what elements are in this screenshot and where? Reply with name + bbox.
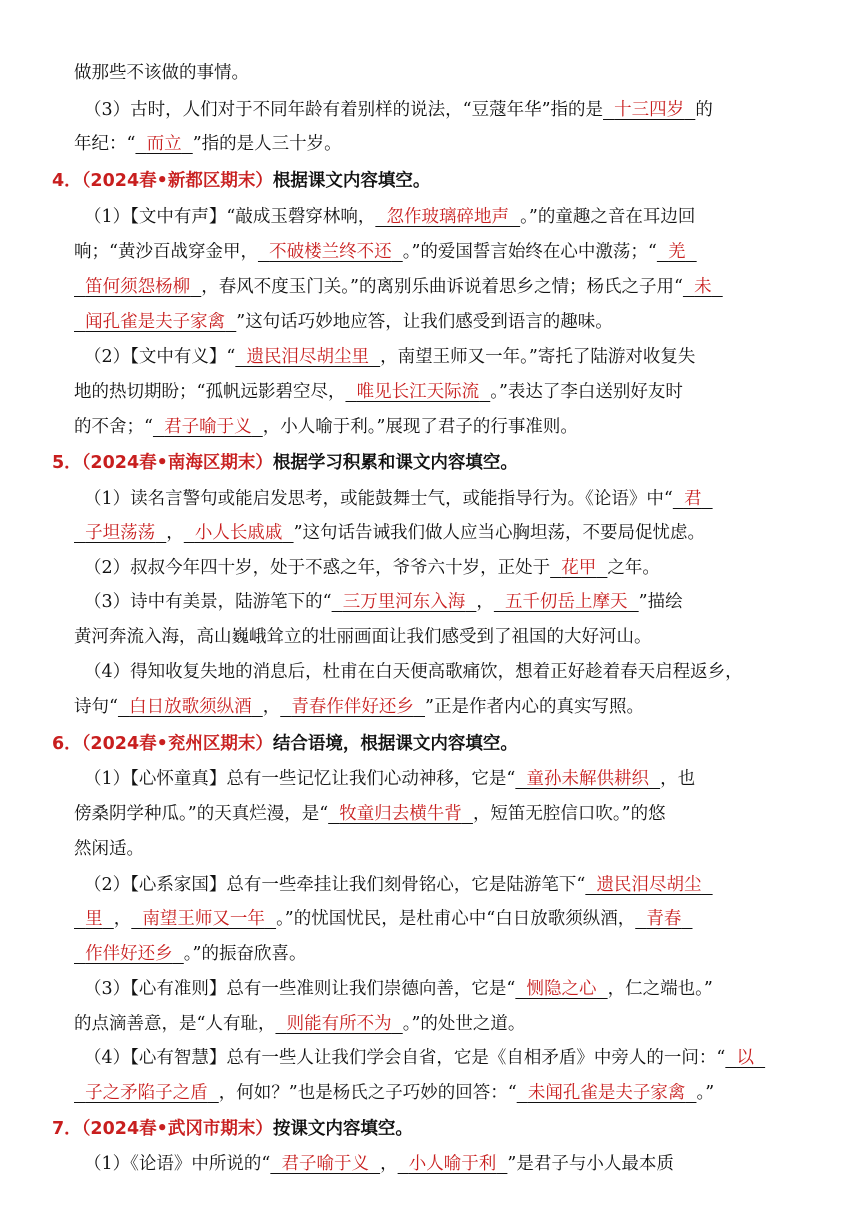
question-source: 6．（2024春•兖州区期末） <box>52 734 273 754</box>
text-line <box>84 976 713 1002</box>
answer-blank: 未 <box>694 277 712 297</box>
line-text: ，短笛无腔信口吹。”的悠 <box>472 804 666 824</box>
text-line <box>74 379 683 405</box>
answer-blank: 遗民泪尽胡尘里 <box>246 347 369 367</box>
answer-blank: 闻孔雀是夫子家禽 <box>85 312 226 332</box>
text-line <box>84 97 713 123</box>
line-text: （1）《论语》中所说的“ <box>84 1154 271 1174</box>
answer-blank: 笛何须怨杨柳 <box>85 277 191 297</box>
line-text: 地的热切期盼；“孤帆远影碧空尽， <box>74 382 346 402</box>
text-line <box>84 659 743 685</box>
answer-blank: 则能有所不为 <box>286 1014 392 1034</box>
line-text: ”这句话巧妙地应答，让我们感受到语言的趣味。 <box>236 312 613 332</box>
question-prompt: 结合语境，根据课文内容填空。 <box>272 734 518 754</box>
line-text: 的点滴善意，是“人有耻， <box>74 1014 276 1034</box>
question-heading <box>52 1116 413 1142</box>
line-text: （1）【心怀童真】总有一些记忆让我们心动神移，它是“ <box>84 769 516 789</box>
answer-blank: 遗民泪尽胡尘 <box>596 875 702 895</box>
text-line <box>74 694 644 720</box>
text-line <box>84 766 695 792</box>
line-text: 然闲适。 <box>74 839 144 859</box>
line-text: ，仁之端也。” <box>607 979 713 999</box>
text-line <box>84 589 683 615</box>
line-text: （2）【心系家国】总有一些牵挂让我们刻骨铭心，它是陆游笔下“ <box>84 875 586 895</box>
question-prompt: 根据课文内容填空。 <box>272 171 431 191</box>
line-text: 。”的童趣之音在耳边回 <box>520 207 696 227</box>
answer-blank: 君子喻于义 <box>164 417 252 437</box>
line-text: 的 <box>695 100 713 120</box>
text-line <box>74 941 306 967</box>
text-line <box>74 309 613 335</box>
line-text: 傍桑阴学种瓜。”的天真烂漫，是“ <box>74 804 329 824</box>
line-text: 之年。 <box>607 558 660 578</box>
line-text: ， <box>166 523 184 543</box>
answer-blank: 小人长戚戚 <box>194 523 283 543</box>
line-text: （1）【文中有声】“敲成玉磬穿林响， <box>84 207 376 227</box>
line-text: （3）古时，人们对于不同年龄有着别样的说法，“豆蔻年华”指的是 <box>84 100 604 120</box>
answer-blank: 而立 <box>146 134 182 154</box>
text-line <box>84 1045 765 1071</box>
text-line <box>84 204 695 230</box>
answer-blank: 花甲 <box>561 558 597 578</box>
answer-blank: 白日放歌须纵酒 <box>129 697 252 717</box>
answer-blank: 三万里河东入海 <box>342 592 466 612</box>
question-prompt: 按课文内容填空。 <box>272 1119 413 1139</box>
answer-blank: 十三四岁 <box>614 100 685 120</box>
text-line <box>84 486 713 512</box>
line-text: （2）叔叔今年四十岁，处于不惑之年，爷爷六十岁，正处于 <box>84 558 551 578</box>
text-line <box>84 344 695 370</box>
answer-blank: 南望王师又一年 <box>142 909 265 929</box>
text-line <box>74 274 723 300</box>
line-text: （3）诗中有美景，陆游笔下的“ <box>84 592 332 612</box>
line-text: 黄河奔流入海，高山巍峨耸立的壮丽画面让我们感受到了祖国的大好河山。 <box>74 627 652 647</box>
line-text: 。” <box>696 1083 715 1103</box>
answer-blank: 唯见长江天际流 <box>356 382 480 402</box>
answer-blank: 牧童归去横牛背 <box>339 804 462 824</box>
answer-blank: 作伴好还乡 <box>85 944 173 964</box>
text-line <box>74 414 578 440</box>
line-text: 做那些不该做的事情。 <box>74 63 249 83</box>
line-text: （2）【文中有义】“ <box>84 347 236 367</box>
line-text: ”描绘 <box>638 592 683 612</box>
line-text: ，春风不度玉门关。”的离别乐曲诉说着思乡之情；杨氏之子用“ <box>201 277 683 297</box>
text-line <box>74 520 705 546</box>
answer-blank: 童孙未解供耕织 <box>526 769 649 789</box>
line-text: ，南望王师又一年。”寄托了陆游对收复失 <box>380 347 696 367</box>
answer-blank: 不破楼兰终不还 <box>269 242 392 262</box>
line-text: 。”的爱国誓言始终在心中激荡；“ <box>402 242 657 262</box>
question-heading <box>52 450 518 476</box>
line-text: 诗句“ <box>74 697 118 717</box>
text-line <box>74 1080 714 1106</box>
answer-blank: 里 <box>85 909 103 929</box>
line-text: ”是君子与小人最本质 <box>507 1154 674 1174</box>
line-text: 。”的振奋欣喜。 <box>183 944 307 964</box>
question-source: 5．（2024春•南海区期末） <box>52 453 273 473</box>
answer-blank: 恻隐之心 <box>526 979 597 999</box>
question-source: 4．（2024春•新都区期末） <box>52 171 273 191</box>
line-text: ”指的是人三十岁。 <box>192 134 342 154</box>
answer-blank: 以 <box>736 1048 754 1068</box>
answer-blank: 小人喻于利 <box>408 1154 497 1174</box>
question-source: 7．（2024春•武冈市期末） <box>52 1119 273 1139</box>
answer-blank: 羌 <box>668 242 686 262</box>
text-line <box>84 872 713 898</box>
answer-blank: 子坦荡荡 <box>85 523 156 543</box>
line-text: ”正是作者内心的真实写照。 <box>425 697 644 717</box>
text-line <box>74 131 342 157</box>
answer-blank: 子之矛陷子之盾 <box>85 1083 208 1103</box>
line-text: ， <box>113 909 132 929</box>
answer-blank: 忽作玻璃碎地声 <box>386 207 509 227</box>
text-line <box>74 239 697 265</box>
question-prompt: 根据学习积累和课文内容填空。 <box>272 453 518 473</box>
text-line <box>74 801 666 827</box>
line-text: 响；“黄沙百战穿金甲， <box>74 242 258 262</box>
answer-blank: 青春作伴好还乡 <box>291 697 414 717</box>
answer-blank: 未闻孔雀是夫子家禽 <box>527 1083 686 1103</box>
line-text: （3）【心有准则】总有一些准则让我们崇德向善，它是“ <box>84 979 516 999</box>
line-text: 。”表达了李白送别好友时 <box>490 382 683 402</box>
text-line <box>74 906 693 932</box>
line-text: ， <box>380 1154 398 1174</box>
line-text: ，何如？”也是杨氏之子巧妙的回答：“ <box>218 1083 517 1103</box>
line-text: （4）得知收复失地的消息后，杜甫在白天便高歌痛饮，想着正好趁着春天启程返乡， <box>84 662 743 682</box>
line-text: 的不舍；“ <box>74 417 153 437</box>
line-text: 年纪：“ <box>74 134 136 154</box>
line-text: （1）读名言警句或能启发思考，或能鼓舞士气，或能指导行为。《论语》中“ <box>84 489 673 509</box>
text-line <box>74 836 144 862</box>
line-text: （4）【心有智慧】总有一些人让我们学会自省，它是《自相矛盾》中旁人的一问：“ <box>84 1048 726 1068</box>
question-heading <box>52 731 518 757</box>
line-text: 。”的忧国忧民，是杜甫心中“白日放歌须纵酒， <box>276 909 636 929</box>
question-heading <box>52 168 430 194</box>
text-line <box>84 1151 674 1177</box>
text-line <box>74 60 249 86</box>
line-text: ， <box>262 697 281 717</box>
text-line <box>74 1011 525 1037</box>
line-text: ，小人喻于利。”展现了君子的行事准则。 <box>262 417 578 437</box>
answer-blank: 五千仞岳上摩天 <box>505 592 628 612</box>
answer-blank: 青春 <box>646 909 682 929</box>
text-line <box>74 624 652 650</box>
answer-blank: 君 <box>683 489 702 509</box>
text-line <box>84 555 660 581</box>
line-text: ， <box>476 592 494 612</box>
line-text: ，也 <box>660 769 696 789</box>
line-text: 。”的处世之道。 <box>402 1014 526 1034</box>
answer-blank: 君子喻于义 <box>281 1154 369 1174</box>
line-text: ”这句话告诫我们做人应当心胸坦荡，不要局促忧虑。 <box>293 523 706 543</box>
